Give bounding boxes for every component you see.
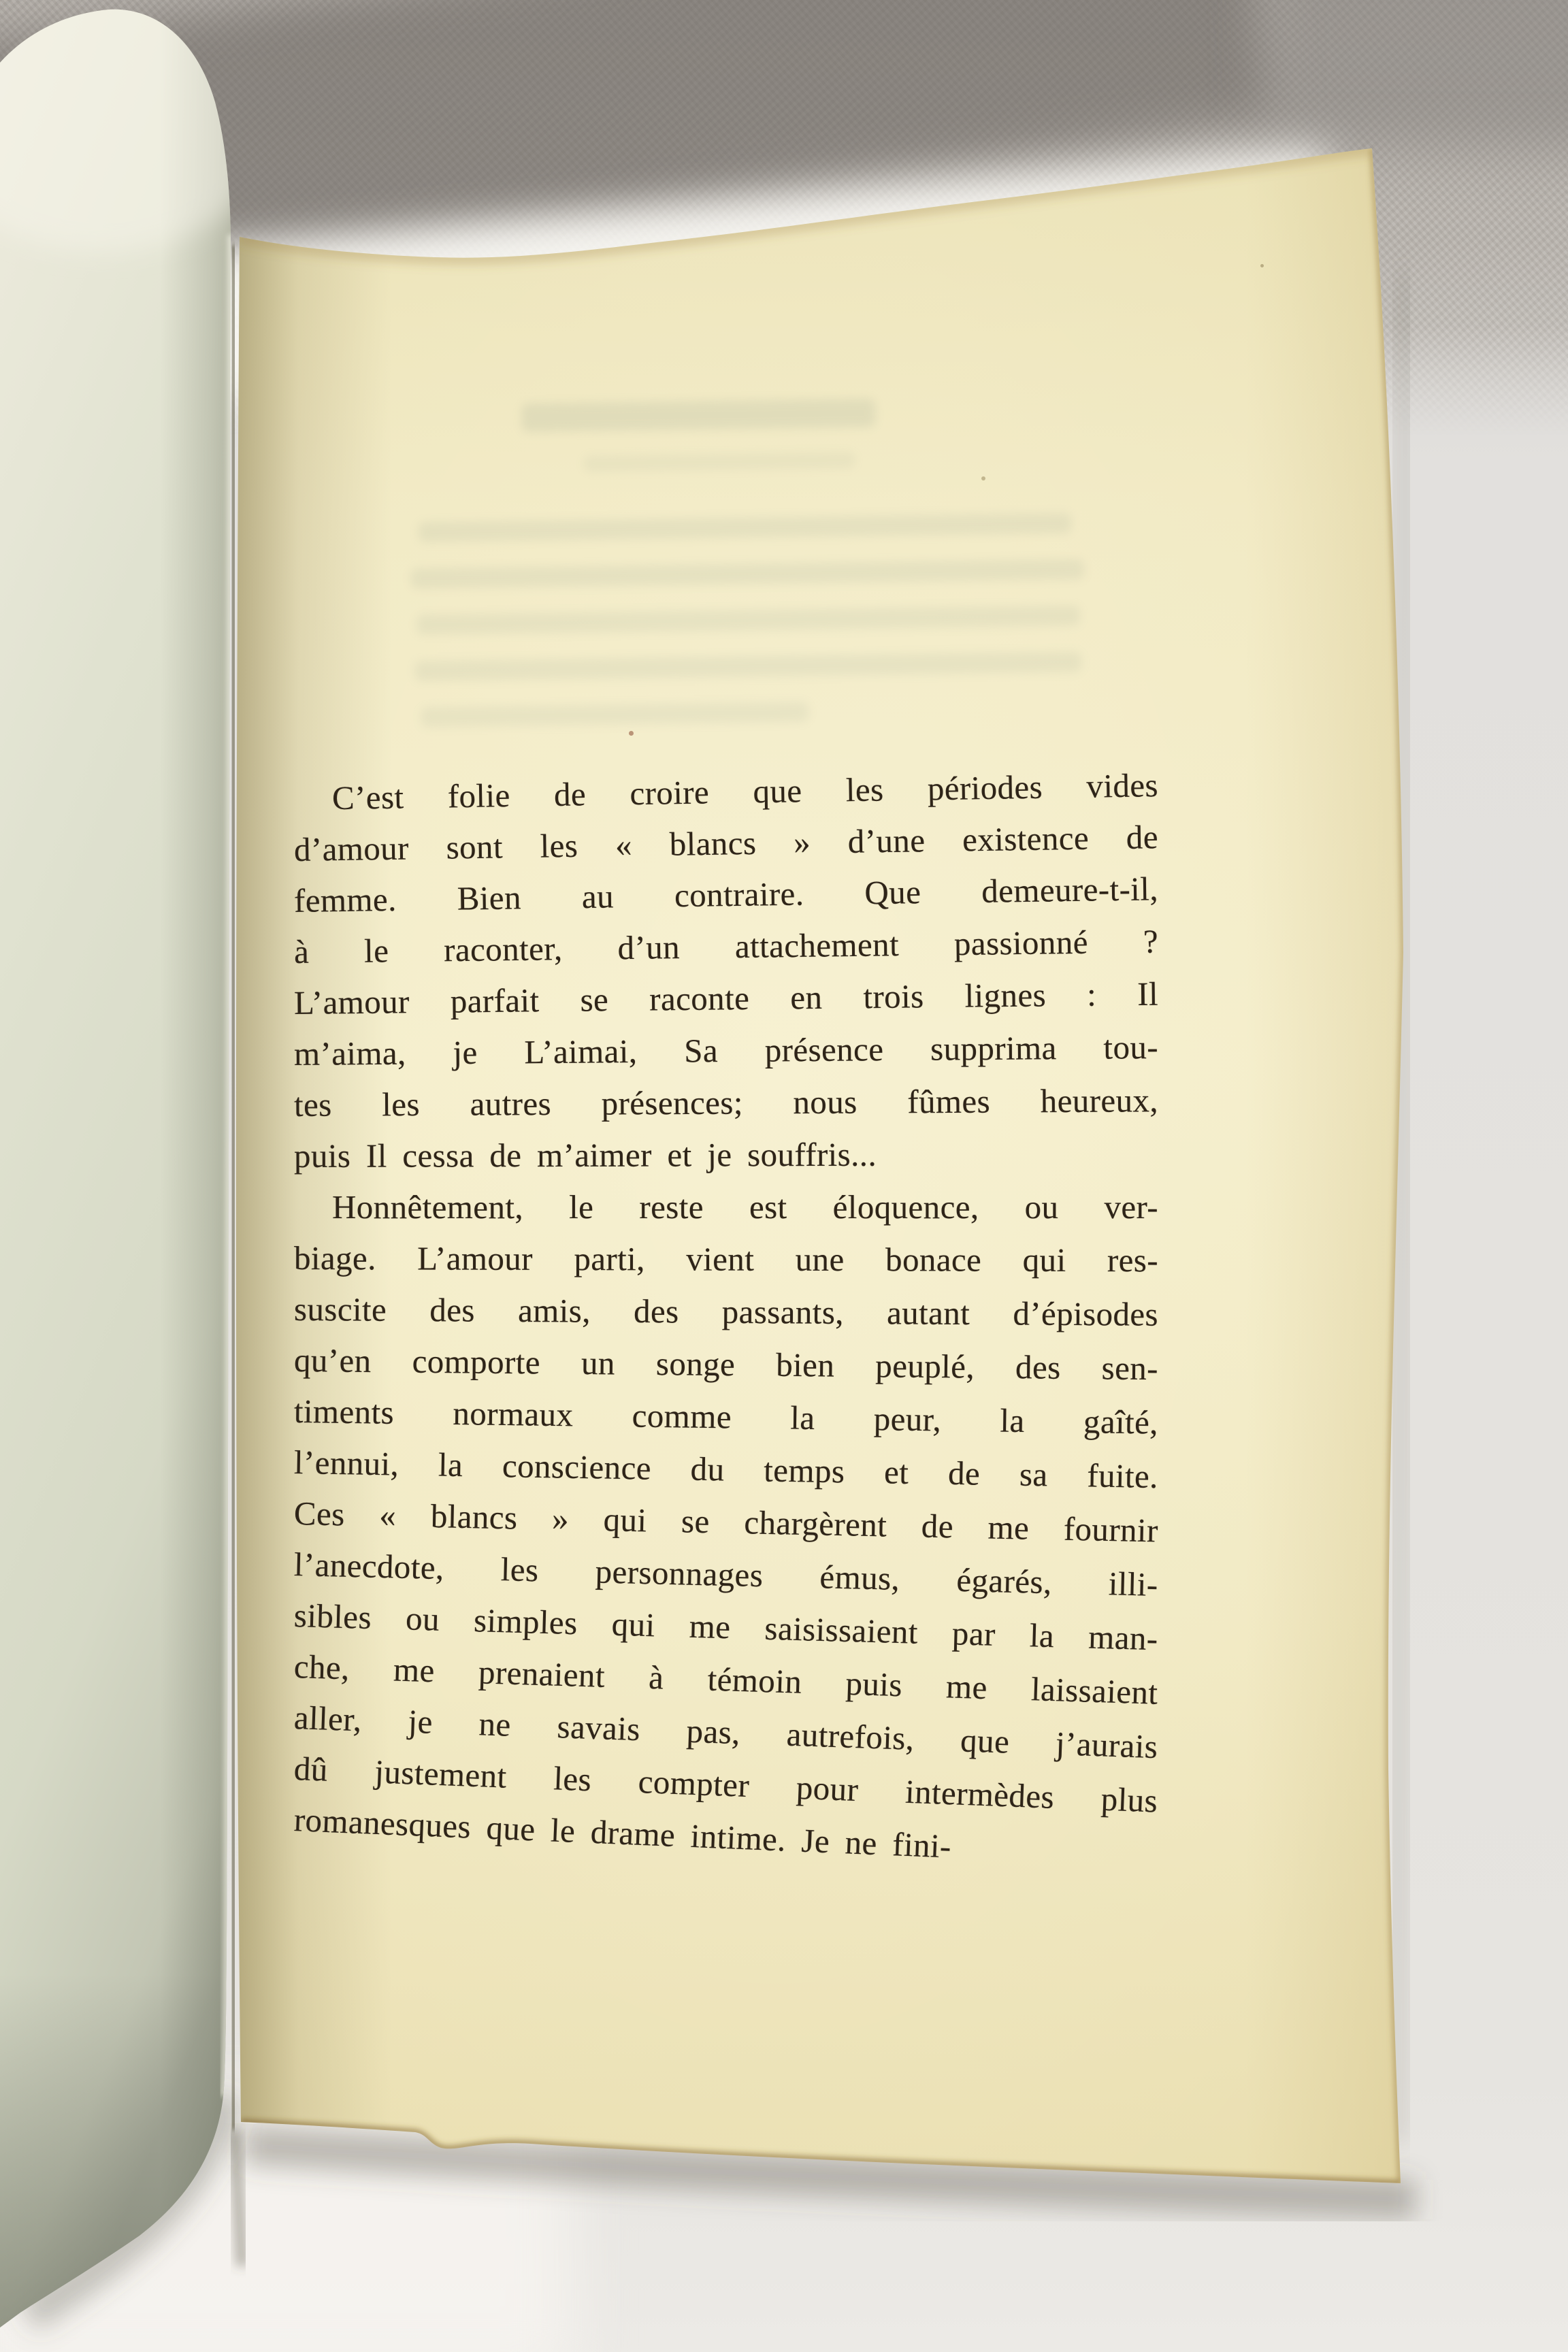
text-line: qu’en comporte un songe bien peuplé, des sen- [293,1341,1159,1388]
text-line: timents normaux comme la peur, la gaîté, [293,1392,1159,1441]
text-line: puis Il cessa de m’aimer et je souffris... [293,1135,877,1175]
text-line: l’anecdote, les personnages émus, égarés, illi- [293,1546,1159,1603]
show-through-line [410,559,1084,589]
show-through-line [416,605,1080,635]
show-through-rule [583,452,855,472]
text-line: à le raconter, d’un attachement passionné ? [293,922,1159,970]
text-line: suscite des amis, des passants, autant d’épisodes [293,1290,1159,1333]
show-through-heading [521,399,876,432]
text-line: femme. Bien au contraire. Que demeure-t-il, [293,870,1159,919]
text-line: Ces « blancs » qui se chargèrent de me fournir [293,1494,1159,1550]
paper-speck [981,476,985,480]
text-line: sibles ou simples qui me saisissaient par la man- [293,1597,1159,1658]
text-line: m’aima, je L’aimai, Sa présence supprima tou- [293,1028,1159,1073]
text-line: aller, je ne savais pas, autrefois, que j’aurais [293,1699,1159,1766]
text-line: d’amour sont les « blancs » d’une existence de [293,818,1159,868]
show-through-line [421,702,808,728]
text-line: biage. L’amour parti, vient une bonace qui res- [293,1239,1159,1279]
text-line: tes les autres présences; nous fûmes heureux, [293,1081,1159,1124]
text-line: C’est folie de croire que les périodes vides [331,766,1159,817]
text-line: Honnêtement, le reste est éloquence, ou ver- [332,1188,1158,1226]
text-line: romanesques que le drame intime. Je ne fini- [293,1801,952,1865]
show-through-line [414,651,1081,681]
paper-speck [629,731,634,736]
paper-speck [1260,264,1264,267]
text-line: dû justement les compter pour intermèdes plus [293,1750,1159,1820]
page-text-block [293,766,1159,1865]
text-line: L’amour parfait se raconte en trois lignes : Il [293,975,1159,1022]
show-through-line [418,513,1071,542]
text-line: l’ennui, la conscience du temps et de sa fuite. [293,1443,1159,1496]
text-line: che, me prenaient à témoin puis me laissaient [293,1648,1159,1712]
